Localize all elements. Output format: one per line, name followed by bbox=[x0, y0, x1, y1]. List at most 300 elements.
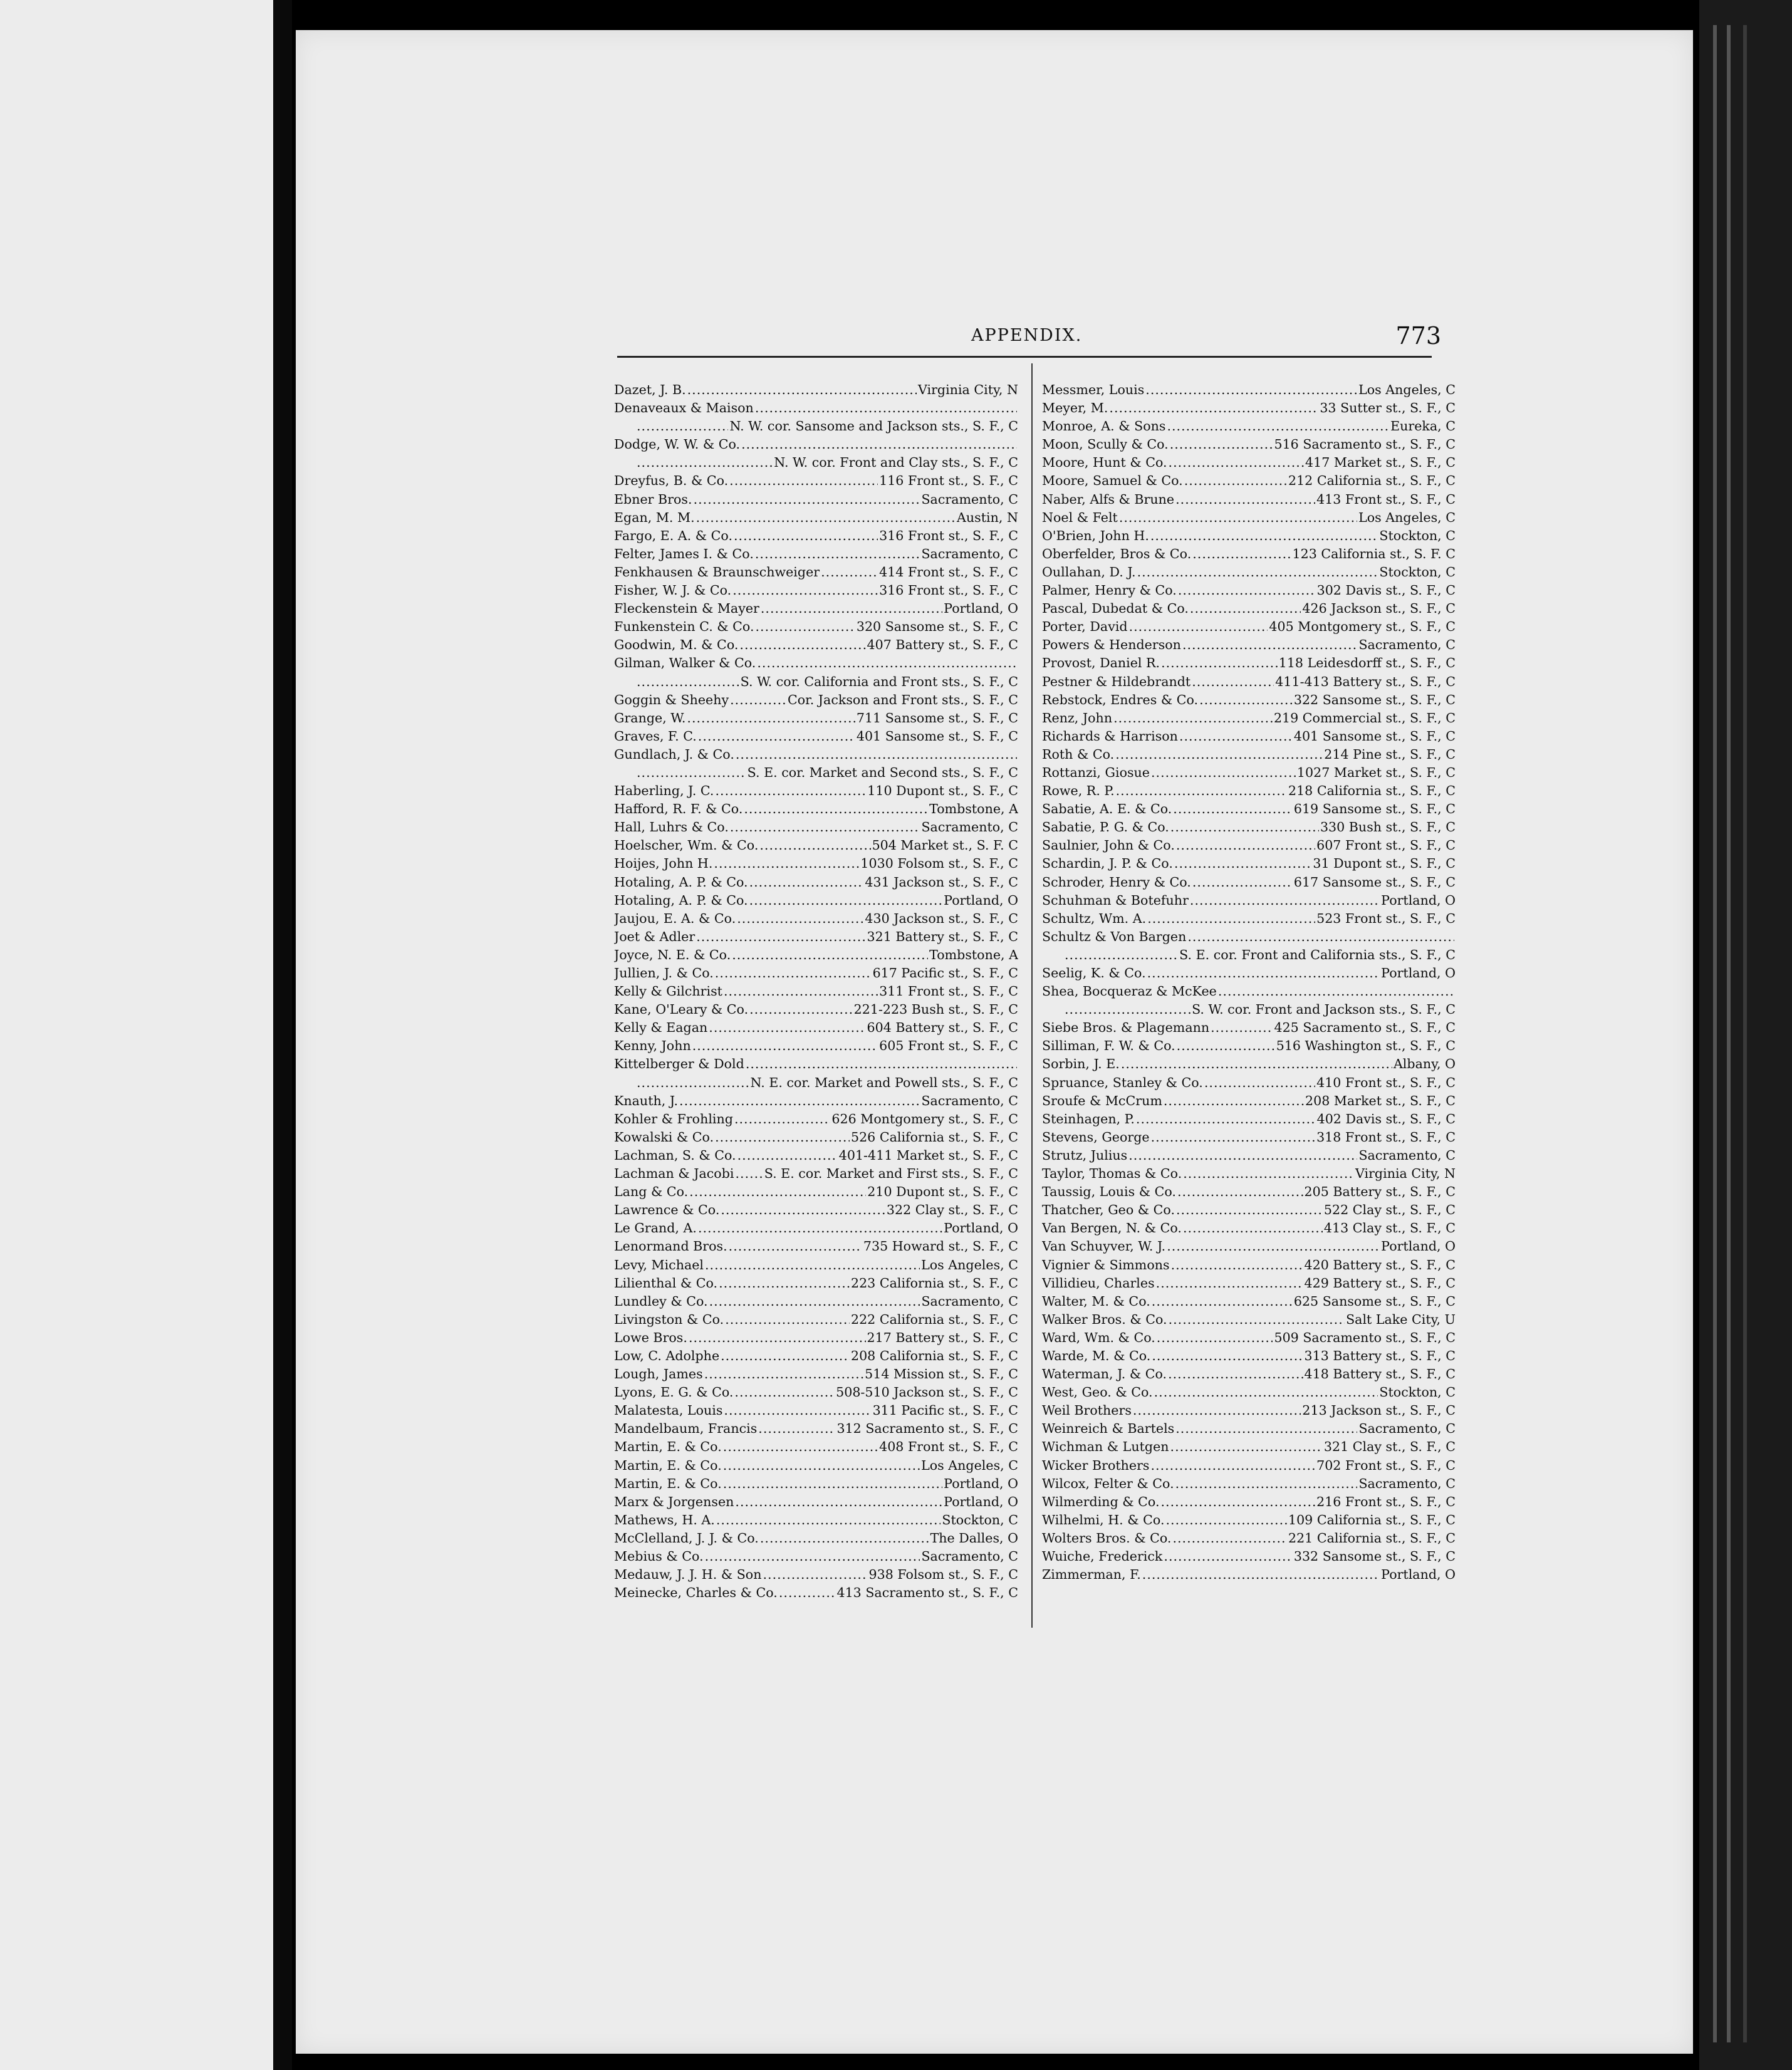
directory-entry bbox=[1042, 818, 1456, 836]
directory-entry bbox=[614, 1074, 1018, 1092]
directory-entry bbox=[1042, 800, 1456, 818]
dot-leader bbox=[732, 946, 928, 964]
directory-entry bbox=[1042, 910, 1456, 928]
dot-leader bbox=[741, 435, 1017, 454]
dot-leader bbox=[1167, 417, 1389, 435]
entry-address: 408 Front st., S. F., C bbox=[879, 1439, 1018, 1455]
entry-name: Knauth, J. bbox=[614, 1093, 679, 1108]
directory-entry bbox=[614, 1420, 1018, 1438]
entry-address: 322 Sansome st., S. F., C bbox=[1293, 692, 1456, 707]
header-rule bbox=[617, 356, 1432, 358]
entry-address: 617 Pacific st., S. F., C bbox=[872, 965, 1018, 980]
dot-leader bbox=[749, 873, 864, 892]
dot-leader bbox=[724, 1402, 871, 1420]
entry-name: Mebius & Co. bbox=[614, 1549, 704, 1564]
directory-entry bbox=[1042, 1092, 1456, 1110]
entry-name: Lyons, E. G. & Co. bbox=[614, 1385, 734, 1400]
directory-entry bbox=[1042, 1347, 1456, 1365]
dot-leader bbox=[735, 1165, 763, 1183]
entry-address: Virginia City, N bbox=[917, 382, 1018, 397]
entry-name: West, Geo. & Co. bbox=[1042, 1385, 1153, 1400]
entry-name: Schultz, Wm. A. bbox=[1042, 910, 1147, 926]
dot-leader bbox=[1183, 1165, 1354, 1183]
dot-leader bbox=[1151, 1457, 1316, 1475]
entry-address: Los Angeles, C bbox=[1358, 382, 1456, 397]
dot-leader bbox=[1167, 1237, 1380, 1256]
dot-leader bbox=[1147, 964, 1380, 982]
page-header bbox=[620, 322, 1441, 351]
dot-leader bbox=[821, 563, 878, 581]
entry-name: Lenormand Bros. bbox=[614, 1239, 727, 1254]
dot-leader bbox=[723, 1457, 920, 1475]
dot-leader bbox=[1192, 545, 1291, 563]
directory-entry bbox=[1042, 563, 1456, 581]
directory-entry bbox=[614, 709, 1018, 727]
directory-entry bbox=[614, 581, 1018, 600]
entry-name: Weinreich & Bartels bbox=[1042, 1421, 1175, 1437]
directory-entry bbox=[1042, 782, 1456, 800]
dot-leader bbox=[1154, 1383, 1378, 1402]
entry-address: Portland, O bbox=[1381, 965, 1456, 980]
dot-leader bbox=[698, 1219, 942, 1237]
dot-leader bbox=[689, 1183, 866, 1201]
entry-name: Oullahan, D. J. bbox=[1042, 564, 1136, 580]
entry-address: 401 Sansome st., S. F., C bbox=[856, 728, 1018, 744]
directory-entry bbox=[614, 399, 1018, 417]
dot-leader bbox=[1175, 1475, 1358, 1493]
entry-name: Meinecke, Charles & Co. bbox=[614, 1585, 778, 1601]
entry-name: Sabatie, P. G. & Co. bbox=[1042, 819, 1169, 835]
directory-entry bbox=[614, 800, 1018, 818]
dot-leader bbox=[689, 1329, 866, 1347]
entry-address: S. E. cor. Front and California sts., S. F., C bbox=[1179, 947, 1456, 962]
dot-leader bbox=[716, 1511, 941, 1529]
dot-leader bbox=[1192, 873, 1293, 892]
entry-address: 116 Front st., S. F., C bbox=[879, 473, 1018, 489]
directory-entry bbox=[614, 910, 1018, 928]
entry-name: Wichman & Lutgen bbox=[1042, 1439, 1169, 1455]
dot-leader bbox=[1152, 1292, 1293, 1311]
dot-leader bbox=[746, 1055, 1017, 1073]
entry-address: 407 Battery st., S. F., C bbox=[867, 637, 1018, 653]
entry-address: Sacramento, C bbox=[921, 819, 1018, 835]
directory-entry bbox=[1042, 928, 1456, 946]
entry-address: 607 Front st., S. F., C bbox=[1316, 838, 1456, 853]
dot-leader bbox=[679, 1092, 920, 1110]
column-divider bbox=[1031, 363, 1033, 1628]
entry-address: 311 Pacific st., S. F., C bbox=[872, 1403, 1018, 1418]
entry-address: 322 Clay st., S. F., C bbox=[886, 1202, 1018, 1218]
dot-leader bbox=[1177, 1183, 1303, 1201]
directory-entry bbox=[614, 1037, 1018, 1055]
entry-address: 1030 Folsom st., S. F., C bbox=[860, 856, 1018, 871]
entry-name: Fenkhausen & Braunschweiger bbox=[614, 564, 820, 580]
dot-leader bbox=[758, 1420, 835, 1438]
entry-name: Richards & Harrison bbox=[1042, 728, 1178, 744]
entry-name: Mandelbaum, Francis bbox=[614, 1421, 758, 1437]
directory-entry bbox=[1042, 982, 1456, 1001]
entry-name: Taylor, Thomas & Co. bbox=[1042, 1166, 1182, 1182]
entry-name: Rowe, R. P. bbox=[1042, 783, 1115, 799]
entry-name: Moore, Hunt & Co. bbox=[1042, 455, 1167, 471]
entry-address: 208 Market st., S. F., C bbox=[1305, 1093, 1456, 1108]
entry-name: Felter, James I. & Co. bbox=[614, 546, 754, 561]
entry-address: 526 California st., S. F., C bbox=[850, 1129, 1018, 1145]
dot-leader bbox=[1152, 1347, 1303, 1365]
dot-leader bbox=[1166, 1511, 1287, 1529]
dot-leader bbox=[1109, 399, 1318, 417]
directory-entry bbox=[1042, 691, 1456, 709]
directory-entry bbox=[614, 855, 1018, 873]
entry-address: Los Angeles, C bbox=[921, 1257, 1018, 1272]
entry-name: Noel & Felt bbox=[1042, 509, 1118, 525]
directory-entry bbox=[1042, 472, 1456, 490]
directory-entry bbox=[614, 1529, 1018, 1547]
entry-name: Jaujou, E. A. & Co. bbox=[614, 910, 736, 926]
entry-name: Joyce, N. E. & Co. bbox=[614, 947, 731, 962]
entry-address: S. W. cor. Front and Jackson sts., S. F., C bbox=[1192, 1002, 1456, 1017]
page-edge-line bbox=[1727, 25, 1731, 2042]
dot-leader bbox=[1164, 1092, 1304, 1110]
entry-address: 509 Sacramento st., S. F., C bbox=[1274, 1329, 1456, 1345]
directory-entry bbox=[1042, 1110, 1456, 1128]
entry-name: Kelly & Eagan bbox=[614, 1020, 708, 1036]
dot-leader bbox=[1161, 1493, 1316, 1511]
entry-address: S. E. cor. Market and Second sts., S. F., C bbox=[747, 764, 1018, 780]
directory-entry bbox=[614, 1128, 1018, 1147]
directory-entry bbox=[614, 782, 1018, 800]
page-edge-line bbox=[1713, 25, 1717, 2042]
directory-entry bbox=[614, 1584, 1018, 1602]
dot-leader bbox=[705, 1547, 920, 1566]
entry-name: Thatcher, Geo & Co. bbox=[1042, 1202, 1175, 1218]
page-gutter bbox=[273, 0, 292, 2070]
entry-address: Cor. Jackson and Front sts., S. F., C bbox=[787, 692, 1018, 707]
directory-entry bbox=[1042, 1001, 1456, 1019]
directory-entry bbox=[614, 727, 1018, 746]
entry-address: 429 Battery st., S. F., C bbox=[1304, 1275, 1456, 1291]
dot-leader bbox=[721, 1201, 885, 1219]
dot-leader bbox=[739, 636, 865, 654]
directory-entry bbox=[1042, 454, 1456, 472]
entry-address: 219 Commercial st., S. F., C bbox=[1273, 710, 1456, 726]
dot-leader bbox=[1179, 727, 1293, 746]
entry-address: 413 Sacramento st., S. F., C bbox=[836, 1585, 1018, 1601]
entry-address: 413 Front st., S. F., C bbox=[1316, 491, 1456, 507]
dot-leader bbox=[1128, 1147, 1357, 1165]
directory-entry bbox=[1042, 1566, 1456, 1584]
dot-leader bbox=[1113, 709, 1273, 727]
dot-leader bbox=[714, 855, 859, 873]
directory-entry bbox=[1042, 1165, 1456, 1183]
entry-address: 316 Front st., S. F., C bbox=[879, 583, 1018, 598]
dot-leader bbox=[709, 1292, 920, 1311]
directory-entry bbox=[614, 1329, 1018, 1347]
entry-name: Spruance, Stanley & Co. bbox=[1042, 1074, 1203, 1090]
directory-entry bbox=[1042, 1037, 1456, 1055]
entry-name: Van Bergen, N. & Co. bbox=[1042, 1220, 1182, 1236]
directory-entry bbox=[1042, 1365, 1456, 1383]
entry-name: Fisher, W. J. & Co. bbox=[614, 583, 732, 598]
directory-entry bbox=[1042, 600, 1456, 618]
entry-address: 617 Sansome st., S. F., C bbox=[1293, 874, 1456, 890]
entry-address: 221 California st., S. F., C bbox=[1288, 1530, 1456, 1546]
dot-leader bbox=[735, 1493, 942, 1511]
directory-entry bbox=[1042, 654, 1456, 672]
entry-address: 508-510 Jackson st., S. F., C bbox=[836, 1385, 1018, 1400]
entry-name: Walker Bros. & Co. bbox=[1042, 1311, 1167, 1327]
directory-entry bbox=[614, 654, 1018, 672]
directory-entry bbox=[1042, 399, 1456, 417]
entry-name: Schultz & Von Bargen bbox=[1042, 928, 1187, 944]
entry-name: Moon, Scully & Co. bbox=[1042, 437, 1169, 452]
entry-address: 313 Battery st., S. F., C bbox=[1304, 1348, 1456, 1363]
dot-leader bbox=[730, 691, 786, 709]
entry-address: Sacramento, C bbox=[1358, 1421, 1456, 1437]
dot-leader bbox=[725, 1311, 850, 1329]
entry-address: 413 Clay st., S. F., C bbox=[1323, 1220, 1456, 1236]
dot-leader bbox=[698, 727, 855, 746]
directory-entry bbox=[614, 1365, 1018, 1383]
entry-address: 938 Folsom st., S. F., C bbox=[868, 1567, 1018, 1583]
directory-entry bbox=[1042, 1529, 1456, 1547]
entry-name: Shea, Bocqueraz & McKee bbox=[1042, 984, 1217, 999]
entry-address: N. W. cor. Front and Clay sts., S. F., C bbox=[774, 455, 1018, 471]
directory-entry bbox=[614, 491, 1018, 509]
dot-leader bbox=[1136, 1110, 1316, 1128]
entry-address: 425 Sacramento st., S. F., C bbox=[1274, 1020, 1456, 1036]
directory-entry bbox=[614, 928, 1018, 946]
entry-address: Virginia City, N bbox=[1355, 1166, 1456, 1182]
directory-entry bbox=[1042, 1055, 1456, 1073]
directory-entry bbox=[614, 618, 1018, 636]
entry-address: Sacramento, C bbox=[921, 1293, 1018, 1309]
entry-address: 702 Front st., S. F., C bbox=[1316, 1457, 1456, 1473]
dot-leader bbox=[721, 1347, 850, 1365]
directory-entry bbox=[1042, 381, 1456, 399]
dot-leader bbox=[1182, 636, 1358, 654]
directory-entry bbox=[614, 454, 1018, 472]
dot-leader bbox=[1218, 982, 1454, 1001]
entry-name: Mathews, H. A. bbox=[614, 1512, 715, 1527]
entry-address: The Dalles, O bbox=[930, 1530, 1018, 1546]
dot-leader bbox=[692, 1037, 878, 1055]
directory-entry bbox=[1042, 1292, 1456, 1311]
entry-address: Portland, O bbox=[944, 892, 1018, 908]
entry-name: Ward, Wm. & Co. bbox=[1042, 1329, 1155, 1345]
entry-name: Pestner & Hildebrandt bbox=[1042, 674, 1191, 689]
directory-entry bbox=[614, 1219, 1018, 1237]
entry-name: Palmer, Henry & Co. bbox=[1042, 583, 1177, 598]
dot-leader bbox=[1172, 1529, 1287, 1547]
entry-address: Eureka, C bbox=[1390, 419, 1456, 434]
entry-name: Hoelscher, Wm. & Co. bbox=[614, 838, 759, 853]
entry-name: Hafford, R. F. & Co. bbox=[614, 801, 743, 817]
dot-leader bbox=[755, 399, 1017, 417]
entry-name: Wicker Brothers bbox=[1042, 1457, 1150, 1473]
directory-entry bbox=[1042, 1475, 1456, 1493]
entry-name: Saulnier, John & Co. bbox=[1042, 838, 1175, 853]
entry-address: 418 Battery st., S. F., C bbox=[1304, 1366, 1456, 1382]
entry-address: 210 Dupont st., S. F., C bbox=[867, 1184, 1018, 1200]
directory-entry bbox=[614, 1292, 1018, 1311]
entry-address: Los Angeles, C bbox=[1358, 509, 1456, 525]
entry-address: 212 California st., S. F., C bbox=[1288, 473, 1456, 489]
entry-name: Messmer, Louis bbox=[1042, 382, 1145, 397]
dot-leader bbox=[715, 1128, 850, 1147]
directory-entry bbox=[614, 472, 1018, 490]
entry-address: 426 Jackson st., S. F., C bbox=[1302, 601, 1456, 616]
directory-entry bbox=[1042, 1237, 1456, 1256]
entry-address: Sacramento, C bbox=[921, 1549, 1018, 1564]
entry-name: Rottanzi, Giosue bbox=[1042, 764, 1150, 780]
dot-leader bbox=[1156, 1274, 1303, 1292]
entry-name: Martin, E. & Co. bbox=[614, 1457, 722, 1473]
directory-entry bbox=[1042, 1274, 1456, 1292]
entry-address: 223 California st., S. F., C bbox=[850, 1275, 1018, 1291]
directory-entry bbox=[614, 1475, 1018, 1493]
entry-name: Villidieu, Charles bbox=[1042, 1275, 1155, 1291]
dot-leader bbox=[729, 1237, 862, 1256]
entry-address: N. W. cor. Sansome and Jackson sts., S. F., C bbox=[729, 419, 1018, 434]
directory-entry bbox=[614, 1457, 1018, 1475]
directory-entry bbox=[614, 563, 1018, 581]
entry-address: 417 Market st., S. F., C bbox=[1305, 455, 1456, 471]
dot-leader bbox=[696, 509, 956, 527]
entry-address: Stockton, C bbox=[1379, 564, 1456, 580]
directory-entry bbox=[614, 1383, 1018, 1402]
dot-leader bbox=[1171, 1256, 1303, 1274]
directory-entry bbox=[1042, 764, 1456, 782]
entry-name: Lowe Bros. bbox=[614, 1329, 687, 1345]
entry-name: Low, C. Adolphe bbox=[614, 1348, 720, 1363]
entry-address: 625 Sansome st., S. F., C bbox=[1293, 1293, 1456, 1309]
directory-entry bbox=[1042, 1183, 1456, 1201]
entry-name: Sabatie, A. E. & Co. bbox=[1042, 801, 1172, 817]
entry-address: Tombstone, A bbox=[929, 801, 1018, 817]
dot-leader bbox=[737, 910, 863, 928]
entry-name: Moore, Samuel & Co. bbox=[1042, 473, 1183, 489]
entry-name: Hoijes, John H. bbox=[614, 856, 713, 871]
directory-entry bbox=[1042, 1457, 1456, 1475]
entry-name: Porter, David bbox=[1042, 619, 1128, 635]
entry-address: 516 Sacramento st., S. F., C bbox=[1274, 437, 1456, 452]
dot-leader bbox=[723, 1475, 942, 1493]
entry-name: Silliman, F. W. & Co. bbox=[1042, 1038, 1175, 1054]
entry-address: Portland, O bbox=[1381, 1567, 1456, 1583]
directory-entry bbox=[1042, 1201, 1456, 1219]
dot-leader bbox=[696, 928, 865, 946]
directory-entry bbox=[614, 964, 1018, 982]
entry-address: Stockton, C bbox=[1379, 1385, 1456, 1400]
entry-name: Jullien, J. & Co. bbox=[614, 965, 714, 980]
entry-name: Sroufe & McCrum bbox=[1042, 1093, 1162, 1108]
entry-name: Warde, M. & Co. bbox=[1042, 1348, 1151, 1363]
directory-entry bbox=[614, 435, 1018, 454]
entry-name: Dazet, J. B. bbox=[614, 382, 686, 397]
dot-leader bbox=[779, 1584, 836, 1602]
directory-entry bbox=[614, 673, 1018, 691]
entry-address: 312 Sacramento st., S. F., C bbox=[836, 1421, 1018, 1437]
entry-name: Lundley & Co. bbox=[614, 1293, 708, 1309]
dot-leader bbox=[1190, 892, 1380, 910]
running-title: APPENDIX. bbox=[971, 326, 1083, 345]
entry-address: 320 Sansome st., S. F., C bbox=[856, 619, 1018, 635]
entry-name: Oberfelder, Bros & Co. bbox=[1042, 546, 1192, 561]
directory-entry bbox=[614, 509, 1018, 527]
directory-entry bbox=[1042, 1128, 1456, 1147]
dot-leader bbox=[1211, 1019, 1273, 1037]
entry-address: 516 Washington st., S. F., C bbox=[1276, 1038, 1456, 1054]
dot-leader bbox=[1176, 1201, 1323, 1219]
entry-address: 321 Battery st., S. F., C bbox=[867, 928, 1018, 944]
directory-entry bbox=[614, 1256, 1018, 1274]
dot-leader bbox=[1187, 928, 1454, 946]
entry-address: 208 California st., S. F., C bbox=[850, 1348, 1018, 1363]
dot-leader bbox=[1176, 836, 1315, 855]
directory-entry bbox=[1042, 509, 1456, 527]
entry-name: Schroder, Henry & Co. bbox=[1042, 874, 1191, 890]
directory-entry bbox=[1042, 1256, 1456, 1274]
directory-entry bbox=[1042, 1547, 1456, 1566]
directory-entry bbox=[1042, 1511, 1456, 1529]
directory-entry bbox=[614, 1274, 1018, 1292]
directory-entry bbox=[1042, 491, 1456, 509]
dot-leader bbox=[761, 600, 942, 618]
dot-leader bbox=[1177, 1037, 1275, 1055]
directory-entry bbox=[1042, 836, 1456, 855]
entry-name: Kelly & Gilchrist bbox=[614, 984, 722, 999]
entry-name: O'Brien, John H. bbox=[1042, 528, 1149, 543]
directory-entry bbox=[1042, 1019, 1456, 1037]
entry-name: Gundlach, J. & Co. bbox=[614, 746, 734, 762]
dot-leader bbox=[1150, 527, 1378, 545]
dot-leader bbox=[687, 709, 855, 727]
dot-leader bbox=[1151, 764, 1296, 782]
entry-name: Martin, E. & Co. bbox=[614, 1439, 722, 1455]
dot-leader bbox=[737, 1147, 838, 1165]
dot-leader bbox=[729, 472, 878, 490]
entry-address: 330 Bush st., S. F., C bbox=[1320, 819, 1456, 835]
dot-leader bbox=[1115, 746, 1323, 764]
dot-leader bbox=[709, 1019, 865, 1037]
entry-address: 504 Market st., S. F. C bbox=[872, 838, 1018, 853]
entry-name: Weil Brothers bbox=[1042, 1403, 1132, 1418]
directory-entry bbox=[1042, 618, 1456, 636]
directory-entry bbox=[614, 892, 1018, 910]
entry-name: Wolters Bros. & Co. bbox=[1042, 1530, 1172, 1546]
entry-address: 316 Front st., S. F., C bbox=[879, 528, 1018, 543]
dot-leader bbox=[719, 1274, 850, 1292]
dot-leader bbox=[1151, 1128, 1316, 1147]
directory-entry bbox=[614, 1402, 1018, 1420]
entry-name: Steinhagen, P. bbox=[1042, 1111, 1135, 1126]
entry-address: 33 Sutter st., S. F., C bbox=[1320, 400, 1456, 416]
entry-address: Sacramento, C bbox=[1358, 637, 1456, 653]
dot-leader bbox=[1145, 381, 1357, 399]
entry-name: Hall, Luhrs & Co. bbox=[614, 819, 729, 835]
directory-entry bbox=[614, 1165, 1018, 1183]
entry-name: Le Grand, A. bbox=[614, 1220, 697, 1236]
dot-leader bbox=[704, 1365, 863, 1383]
dot-leader bbox=[744, 800, 928, 818]
entry-address: 522 Clay st., S. F., C bbox=[1323, 1202, 1456, 1218]
directory-entry bbox=[614, 600, 1018, 618]
entry-address: Sacramento, C bbox=[921, 491, 1018, 507]
directory-entry bbox=[614, 381, 1018, 399]
entry-address: 302 Davis st., S. F., C bbox=[1316, 583, 1456, 598]
entry-address: 1027 Market st., S. F., C bbox=[1296, 764, 1456, 780]
